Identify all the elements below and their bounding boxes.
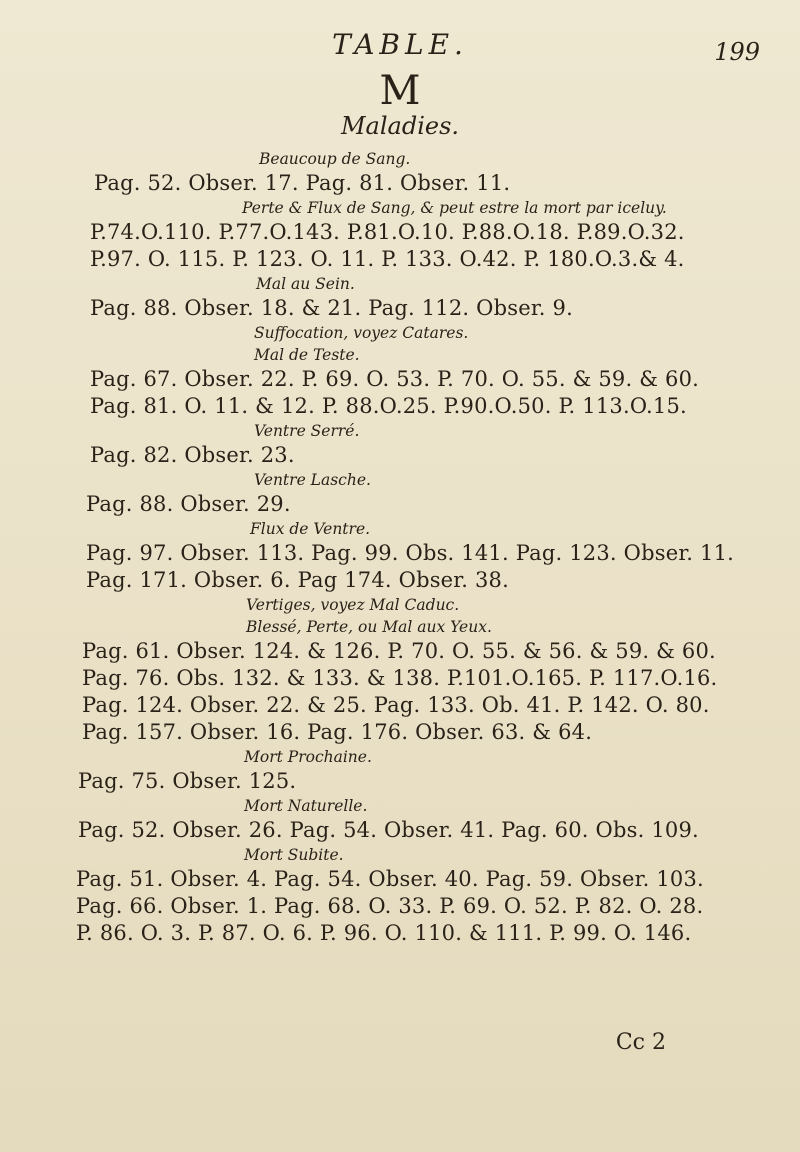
reference-line: Pag. 51. Obser. 4. Pag. 54. Obser. 40. Pag. 59. Obser. 103.: [76, 867, 704, 891]
reference-line: P.74.O.110. P.77.O.143. P.81.O.10. P.88.O.18. P.89.O.32.: [90, 220, 685, 244]
entry-heading: Beaucoup de Sang.: [259, 150, 411, 168]
reference-line: Pag. 124. Obser. 22. & 25. Pag. 133. Ob. 41. P. 142. O. 80.: [82, 693, 710, 717]
index-entries: [74, 148, 766, 947]
entry-heading: Mort Prochaine.: [244, 748, 372, 766]
entry-heading: Mal de Teste.: [254, 346, 360, 364]
entry-heading: Vertiges, voyez Mal Caduc.: [246, 596, 460, 614]
reference-line: Pag. 157. Obser. 16. Pag. 176. Obser. 63. & 64.: [82, 720, 593, 744]
entry-heading: Mal au Sein.: [256, 275, 355, 293]
index-letter: M: [379, 68, 421, 114]
reference-line: P.97. O. 115. P. 123. O. 11. P. 133. O.42. P. 180.O.3.& 4.: [90, 247, 685, 271]
entry-heading: Perte & Flux de Sang, & peut estre la mort par iceluy.: [242, 199, 667, 217]
reference-line: Pag. 76. Obs. 132. & 133. & 138. P.101.O.165. P. 117.O.16.: [82, 666, 718, 690]
running-title: TABLE.: [332, 28, 468, 61]
reference-line: Pag. 88. Obser. 29.: [86, 492, 291, 516]
entry-heading: Suffocation, voyez Catares.: [254, 324, 469, 342]
reference-line: Pag. 67. Obser. 22. P. 69. O. 53. P. 70. O. 55. & 59. & 60.: [90, 367, 700, 391]
entry-heading: Flux de Ventre.: [250, 520, 371, 538]
entry-heading: Ventre Serré.: [254, 422, 360, 440]
catchword: Cc 2: [615, 1030, 666, 1055]
reference-line: Pag. 52. Obser. 26. Pag. 54. Obser. 41. Pag. 60. Obs. 109.: [78, 818, 699, 842]
page-number: 199: [714, 38, 760, 66]
reference-line: Pag. 82. Obser. 23.: [90, 443, 295, 467]
reference-line: Pag. 171. Obser. 6. Pag 174. Obser. 38.: [86, 568, 509, 592]
entry-heading: Mort Subite.: [244, 846, 344, 864]
reference-line: Pag. 52. Obser. 17. Pag. 81. Obser. 11.: [94, 171, 511, 195]
reference-line: Pag. 97. Obser. 113. Pag. 99. Obs. 141. Pag. 123. Obser. 11.: [86, 541, 735, 565]
reference-line: Pag. 66. Obser. 1. Pag. 68. O. 33. P. 69. O. 52. P. 82. O. 28.: [76, 894, 704, 918]
entry-heading: Blessé, Perte, ou Mal aux Yeux.: [246, 618, 492, 636]
reference-line: Pag. 81. O. 11. & 12. P. 88.O.25. P.90.O.50. P. 113.O.15.: [90, 394, 687, 418]
entry-heading: Ventre Lasche.: [254, 471, 371, 489]
reference-line: Pag. 88. Obser. 18. & 21. Pag. 112. Obser. 9.: [90, 296, 573, 320]
section-title: Maladies.: [340, 112, 460, 140]
reference-line: Pag. 61. Obser. 124. & 126. P. 70. O. 55. & 56. & 59. & 60.: [82, 639, 716, 663]
reference-line: Pag. 75. Obser. 125.: [78, 769, 297, 793]
entry-heading: Mort Naturelle.: [244, 797, 368, 815]
reference-line: P. 86. O. 3. P. 87. O. 6. P. 96. O. 110. & 111. P. 99. O. 146.: [76, 921, 692, 945]
